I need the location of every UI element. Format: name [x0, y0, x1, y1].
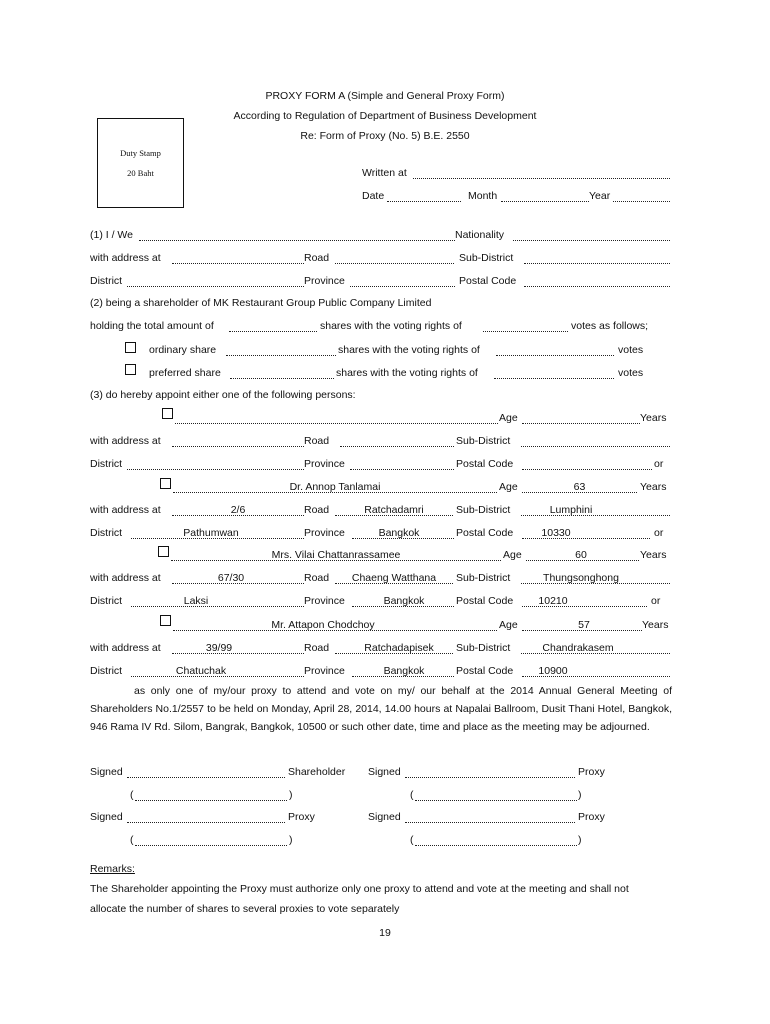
proxy-signature-field-3[interactable]: [405, 822, 575, 823]
name-field[interactable]: [139, 240, 455, 241]
blank-postal-label: Postal Code: [456, 458, 514, 470]
blank-proxy-checkbox[interactable]: [162, 408, 173, 419]
form-reference: Re: Form of Proxy (No. 5) B.E. 2550: [300, 130, 470, 142]
remarks-heading: Remarks:: [90, 863, 135, 875]
proxy-2-road-label: Road: [304, 572, 330, 584]
address-label: with address at: [90, 252, 161, 264]
proxy-3-road-label: Road: [304, 642, 330, 654]
proxy-2-address: 67/30: [217, 572, 245, 584]
proxy-3-name: Mr. Attapon Chodchoy: [271, 619, 375, 631]
proxy-1-sub-district: Lumphini: [549, 504, 593, 516]
i-we-label: (1) I / We: [90, 229, 133, 241]
blank-province-field[interactable]: [350, 469, 454, 470]
form-subtitle: According to Regulation of Department of Business Development: [233, 110, 537, 122]
month-label: Month: [468, 190, 498, 202]
proxy-2-district: Laksi: [183, 595, 209, 607]
blank-district-field[interactable]: [127, 469, 304, 470]
blank-province-label: Province: [304, 458, 345, 470]
total-shares-field[interactable]: [229, 331, 317, 332]
district-label: District: [90, 275, 123, 287]
proxy-3-province: Bangkok: [383, 665, 425, 677]
open-paren-2: (: [410, 789, 414, 801]
proxy-signature-field-2[interactable]: [127, 822, 285, 823]
proxy-label-1: Proxy: [578, 766, 605, 778]
proxy-1-postal: 10330: [541, 527, 571, 539]
proxy-3-district: Chatuchak: [175, 665, 227, 677]
proxy-name-field-3[interactable]: [415, 845, 577, 846]
proxy-3-age: 57: [578, 619, 590, 631]
blank-address-field[interactable]: [172, 446, 304, 447]
remarks-line-2: allocate the number of shares to several proxies to vote separately: [90, 903, 400, 915]
proxy-3-address: 39/99: [205, 642, 233, 654]
proxy-2-name: Mrs. Vilai Chattanrassamee: [271, 549, 401, 561]
open-paren-1: (: [130, 789, 134, 801]
proxy-3-road: Ratchadapisek: [364, 642, 434, 654]
shareholder-name-field[interactable]: [135, 800, 287, 801]
proxy-1-years-label: Years: [640, 481, 667, 493]
proxy-2-or-label: or: [651, 595, 661, 607]
proxy-1-age-label: Age: [499, 481, 518, 493]
ordinary-rights-label: shares with the voting rights of: [338, 344, 480, 356]
open-paren-4: (: [410, 834, 414, 846]
proxy-1-province-label: Province: [304, 527, 345, 539]
shareholder-label: Shareholder: [288, 766, 346, 778]
proxy-3-postal: 10900: [538, 665, 568, 677]
road-field[interactable]: [335, 263, 454, 264]
proxy-2-sub-district-label: Sub-District: [456, 572, 511, 584]
written-at-field[interactable]: [413, 178, 670, 179]
proxy-1-district: Pathumwan: [183, 527, 239, 539]
shareholder-signature-field[interactable]: [127, 777, 285, 778]
signed-label-4: Signed: [368, 811, 401, 823]
proxy-3-postal-label: Postal Code: [456, 665, 514, 677]
proxy-1-sub-district-label: Sub-District: [456, 504, 511, 516]
proxy-1-name: Dr. Annop Tanlamai: [289, 481, 381, 493]
ordinary-share-checkbox[interactable]: [125, 342, 136, 353]
proxy-2-address-label: with address at: [90, 572, 161, 584]
proxy-2-postal-label: Postal Code: [456, 595, 514, 607]
address-field[interactable]: [172, 263, 304, 264]
proxy-2-province-label: Province: [304, 595, 345, 607]
close-paren-2: ): [578, 789, 582, 801]
section3-heading: (3) do hereby appoint either one of the following persons:: [90, 389, 356, 401]
proxy-3-address-label: with address at: [90, 642, 161, 654]
year-label: Year: [589, 190, 611, 202]
close-paren-3: ): [289, 834, 293, 846]
form-title: PROXY FORM A (Simple and General Proxy Form): [265, 90, 505, 102]
blank-years-label: Years: [640, 412, 667, 424]
sub-district-label: Sub-District: [459, 252, 514, 264]
proxy-2-district-label: District: [90, 595, 123, 607]
blank-address-label: with address at: [90, 435, 161, 447]
total-votes-field[interactable]: [483, 331, 568, 332]
proxy-1-road-label: Road: [304, 504, 330, 516]
province-field[interactable]: [350, 286, 455, 287]
ordinary-share-label: ordinary share: [149, 344, 217, 356]
nationality-field[interactable]: [513, 240, 670, 241]
blank-sub-district-label: Sub-District: [456, 435, 511, 447]
ordinary-votes-field[interactable]: [496, 355, 614, 356]
blank-road-label: Road: [304, 435, 330, 447]
open-paren-3: (: [130, 834, 134, 846]
proxy-2-sub-district: Thungsonghong: [543, 572, 619, 584]
proxy-2-postal: 10210: [538, 595, 568, 607]
proxy-3-age-label: Age: [499, 619, 518, 631]
proxy-signature-field-1[interactable]: [405, 777, 575, 778]
blank-proxy-name-field[interactable]: [175, 423, 498, 424]
province-label: Province: [304, 275, 345, 287]
blank-sub-district-field[interactable]: [521, 446, 670, 447]
proxy-1-district-label: District: [90, 527, 123, 539]
preferred-votes-label: votes: [618, 367, 644, 379]
postal-code-label: Postal Code: [459, 275, 517, 287]
preferred-share-checkbox[interactable]: [125, 364, 136, 375]
postal-code-field[interactable]: [524, 286, 670, 287]
proxy-1-road: Ratchadamri: [364, 504, 424, 516]
proxy-2-road: Chaeng Watthana: [351, 572, 437, 584]
proxy-3-years-label: Years: [642, 619, 669, 631]
proxy-1-address-label: with address at: [90, 504, 161, 516]
preferred-shares-field[interactable]: [230, 378, 334, 379]
proxy-2-checkbox[interactable]: [158, 546, 169, 557]
votes-as-follows-label: votes as follows;: [571, 320, 649, 332]
blank-district-label: District: [90, 458, 123, 470]
section2-heading: (2) being a shareholder of MK Restaurant Group Public Company Limited: [90, 297, 432, 309]
blank-road-field[interactable]: [340, 446, 454, 447]
preferred-votes-field[interactable]: [494, 378, 614, 379]
year-field[interactable]: [613, 201, 670, 202]
proxy-3-district-label: District: [90, 665, 123, 677]
proxy-2-age: 60: [575, 549, 587, 561]
proxy-3-sub-district-label: Sub-District: [456, 642, 511, 654]
proxy-1-checkbox[interactable]: [160, 478, 171, 489]
proxy-1-address: 2/6: [230, 504, 246, 516]
close-paren-4: ): [578, 834, 582, 846]
preferred-rights-label: shares with the voting rights of: [336, 367, 478, 379]
duty-stamp-box: [97, 118, 184, 208]
proxy-3-checkbox[interactable]: [160, 615, 171, 626]
nationality-label: Nationality: [455, 229, 505, 241]
blank-age-label: Age: [499, 412, 518, 424]
holding-label: holding the total amount of: [90, 320, 214, 332]
blank-age-field[interactable]: [522, 423, 640, 424]
meeting-paragraph: as only one of my/our proxy to attend and vote on my/ our behalf at the 2014 Annual General Meeting of Shareholders No.1/2557 to be held on Monday, April 28, 2014, 14.00 hours at Napalai Ballroom, Dusit Thani Hotel, Bangkok, 946 Rama IV Rd. Silom, Bangrak, Bangkok, 10500 or such other date, time and place as the meeting may be adjourned.: [90, 685, 672, 733]
district-field[interactable]: [127, 286, 304, 287]
page-number: 19: [379, 927, 391, 939]
proxy-1-or-label: or: [654, 527, 664, 539]
proxy-2-age-label: Age: [503, 549, 522, 561]
proxy-name-field-2[interactable]: [135, 845, 287, 846]
road-label: Road: [304, 252, 330, 264]
proxy-2-years-label: Years: [640, 549, 667, 561]
blank-postal-field[interactable]: [522, 469, 652, 470]
ordinary-votes-label: votes: [618, 344, 644, 356]
duty-stamp-label: Duty Stamp: [120, 148, 161, 158]
proxy-1-age: 63: [573, 481, 586, 493]
shares-with-label: shares with the voting rights of: [320, 320, 462, 332]
signed-label-1: Signed: [90, 766, 123, 778]
date-field[interactable]: [387, 201, 461, 202]
proxy-label-2: Proxy: [288, 811, 315, 823]
ordinary-shares-field[interactable]: [226, 355, 336, 356]
remarks-line-1: The Shareholder appointing the Proxy must authorize only one proxy to attend and vote at the meeting and shall not: [90, 883, 629, 895]
signed-label-3: Signed: [90, 811, 123, 823]
proxy-2-province: Bangkok: [383, 595, 425, 607]
date-label: Date: [362, 190, 385, 202]
proxy-3-sub-district: Chandrakasem: [542, 642, 614, 654]
proxy-label-3: Proxy: [578, 811, 605, 823]
sub-district-field[interactable]: [524, 263, 670, 264]
written-at-label: Written at: [362, 167, 407, 179]
close-paren-1: ): [289, 789, 293, 801]
proxy-1-postal-label: Postal Code: [456, 527, 514, 539]
proxy-name-field-1[interactable]: [415, 800, 577, 801]
preferred-share-label: preferred share: [149, 367, 221, 379]
blank-or-label: or: [654, 458, 664, 470]
month-field[interactable]: [501, 201, 589, 202]
proxy-1-province: Bangkok: [378, 527, 420, 539]
proxy-3-province-label: Province: [304, 665, 345, 677]
signed-label-2: Signed: [368, 766, 401, 778]
duty-stamp-amount: 20 Baht: [127, 168, 154, 178]
